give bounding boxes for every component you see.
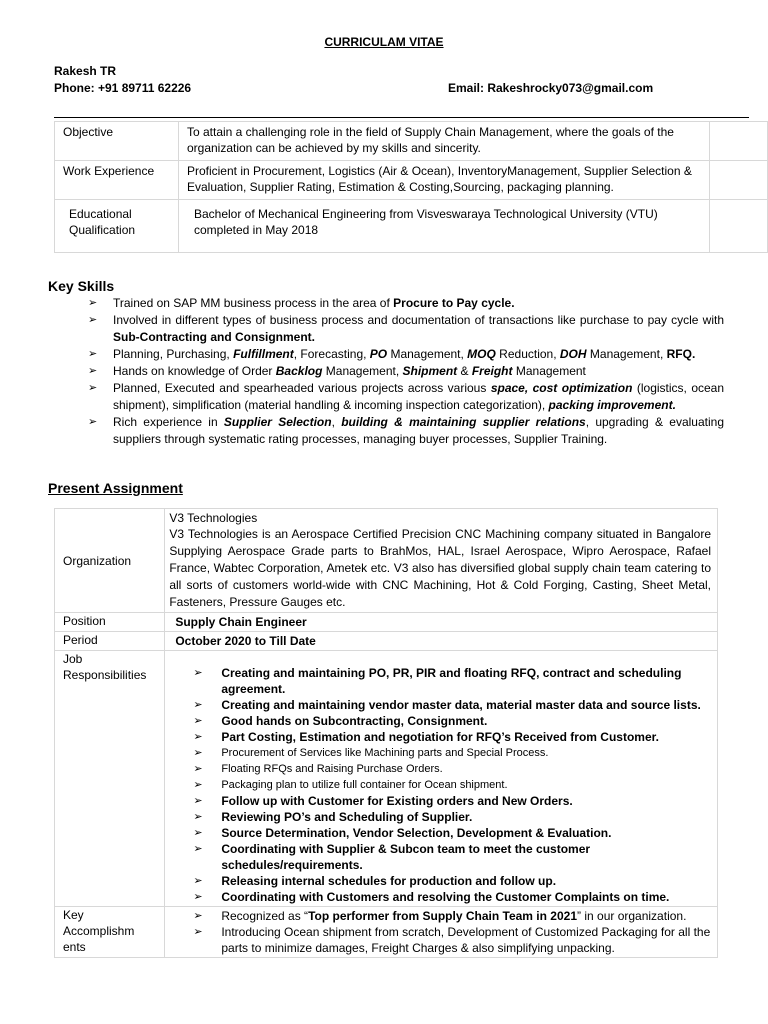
accomplishment-item <box>193 908 711 924</box>
empty-cell <box>710 122 768 161</box>
text-run: Shipment <box>402 364 458 378</box>
responsibilities-label: Job Responsibilities <box>55 651 165 907</box>
key-skills-list <box>88 295 724 448</box>
text-run: Reviewing PO’s and Scheduling of Supplier. <box>221 810 473 824</box>
responsibility-item <box>193 665 711 697</box>
work-experience-label: Work Experience <box>55 161 179 200</box>
text-run: space, cost optimization <box>490 381 633 395</box>
text-run: Top performer from Supply Chain Team in 2021 <box>308 909 578 923</box>
text-run: Planned, Executed and spearheaded various projects across various <box>113 381 491 395</box>
company-description: V3 Technologies is an Aerospace Certified Precision CNC Machining company situated in Bangalore Supplying Aerospace Grade parts to BrahMos, HAL, Israel Aerospace, Wipro Aerospace, Rafael France, Wabtec Corporation, Ametek etc. V3 also has diversified global supply chain team catering to all sorts of customers world-wide with CNC Machining, Hot & Cold Forging, Casting, Sheet Metal, Fasteners, Pressure Gauges etc. <box>169 527 711 609</box>
responsibility-item <box>193 777 711 793</box>
accomplishments-row <box>55 907 718 958</box>
responsibilities-value <box>165 651 718 907</box>
education-value: Bachelor of Mechanical Engineering from Visveswaraya Technological University (VTU) completed in May 2018 <box>178 200 709 253</box>
accomplishment-item <box>193 924 711 956</box>
responsibility-item <box>193 809 711 825</box>
text-run: Releasing internal schedules for production and follow up. <box>221 874 557 888</box>
accomplishments-list <box>193 908 711 956</box>
objective-value: To attain a challenging role in the field of Supply Chain Management, where the goals of the organization can be achieved by my skills and sincerity. <box>178 122 709 161</box>
arrow-bullet-icon: ➢ <box>193 843 203 855</box>
arrow-bullet-icon: ➢ <box>88 382 98 394</box>
text-run: , Forecasting, <box>293 347 370 361</box>
responsibility-item <box>193 793 711 809</box>
text-run: Rich experience in <box>113 415 224 429</box>
education-row <box>55 200 768 253</box>
phone-number: Phone: +91 89711 62226 <box>54 81 192 95</box>
responsibility-item <box>193 729 711 745</box>
empty-cell <box>710 200 768 253</box>
position-label: Position <box>55 613 165 632</box>
arrow-bullet-icon: ➢ <box>193 715 203 727</box>
responsibility-item <box>193 713 711 729</box>
arrow-bullet-icon: ➢ <box>193 827 203 839</box>
text-run: PO <box>369 347 388 361</box>
text-run: and floating <box>436 666 511 680</box>
text-run: Floating RFQs and Raising Purchase Orders. <box>221 763 443 775</box>
arrow-bullet-icon: ➢ <box>193 731 203 743</box>
text-run: Packaging plan to utilize full container for Ocean shipment. <box>221 779 508 791</box>
summary-table <box>54 121 768 253</box>
text-run: Procure to Pay cycle. <box>393 296 515 310</box>
text-run: Part Costing, Estimation and negotiation for RFQ’s Received from Customer. <box>221 730 659 744</box>
text-run: , upgrading & evaluating suppliers through systematic rating processes, managing buyer processes, Supplier Training. <box>113 415 724 446</box>
empty-cell <box>710 161 768 200</box>
responsibility-item <box>193 825 711 841</box>
text-run: Supplier Selection <box>223 415 332 429</box>
text-run: Creating and maintaining <box>221 666 369 680</box>
accomplishments-label: Key Accomplishm ents <box>55 907 165 958</box>
text-run: Good hands on Subcontracting, Consignment. <box>221 714 488 728</box>
arrow-bullet-icon: ➢ <box>193 699 203 711</box>
arrow-bullet-icon: ➢ <box>193 910 203 922</box>
arrow-bullet-icon: ➢ <box>193 926 203 938</box>
arrow-bullet-icon: ➢ <box>88 365 98 377</box>
text-run: Introducing Ocean shipment from scratch, Development of Customized Packaging for all the parts to minimize damages, Freight Charges & also simplifying unpacking. <box>221 925 711 955</box>
text-run: , contract and scheduling agreement. <box>221 666 682 696</box>
text-run: Recognized as “ <box>221 909 309 923</box>
text-run: RFQ. <box>666 347 696 361</box>
organization-label: Organization <box>55 509 165 613</box>
responsibility-item <box>193 841 711 873</box>
arrow-bullet-icon: ➢ <box>193 795 203 807</box>
company-name: V3 Technologies <box>169 511 258 525</box>
text-run: Creating and maintaining vendor master data, material master data and source lists. <box>221 698 701 712</box>
text-run: MOQ <box>467 347 496 361</box>
text-run: Management, <box>322 364 403 378</box>
education-label: Educational Qualification <box>55 200 179 253</box>
responsibility-item <box>193 873 711 889</box>
position-row <box>55 613 718 632</box>
text-run: Management, <box>387 347 468 361</box>
key-skills-heading: Key Skills <box>48 278 115 294</box>
text-run: Procurement of Services like Machining parts and Special Process. <box>221 747 549 759</box>
email-address: Email: Rakeshrocky073@gmail.com <box>448 81 654 95</box>
text-run: Management, <box>586 347 667 361</box>
arrow-bullet-icon: ➢ <box>193 811 203 823</box>
text-run: Trained on SAP MM business process in the area of <box>113 296 394 310</box>
organization-row <box>55 509 718 613</box>
skill-item <box>88 380 724 414</box>
arrow-bullet-icon: ➢ <box>193 667 203 679</box>
arrow-bullet-icon: ➢ <box>88 348 98 360</box>
organization-value <box>165 509 718 613</box>
arrow-bullet-icon: ➢ <box>88 416 98 428</box>
work-experience-row <box>55 161 768 200</box>
text-run: Hands on knowledge of Order <box>113 364 276 378</box>
work-experience-value: Proficient in Procurement, Logistics (Air & Ocean), InventoryManagement, Supplier Selection & Evaluation, Supplier Rating, Estimation & Costing,Sourcing, packaging planning. <box>178 161 709 200</box>
objective-label: Objective <box>55 122 179 161</box>
objective-row <box>55 122 768 161</box>
arrow-bullet-icon: ➢ <box>193 779 203 791</box>
header-divider <box>54 117 749 118</box>
period-value: October 2020 to Till Date <box>165 632 718 651</box>
text-run: , <box>331 415 342 429</box>
text-run: Involved in different types of business process and documentation of transactions like purchase to pay cycle with <box>113 313 724 327</box>
arrow-bullet-icon: ➢ <box>88 314 98 326</box>
skill-item <box>88 312 724 346</box>
text-run: Coordinating with Customers and resolving the Customer Complaints on time. <box>221 890 670 904</box>
period-row <box>55 632 718 651</box>
arrow-bullet-icon: ➢ <box>193 875 203 887</box>
responsibilities-row <box>55 651 718 907</box>
arrow-bullet-icon: ➢ <box>193 891 203 903</box>
text-run: Sub-Contracting and Consignment. <box>113 330 315 344</box>
responsibility-item <box>193 761 711 777</box>
skill-item <box>88 346 724 363</box>
skill-item <box>88 414 724 448</box>
responsibility-item <box>193 889 711 905</box>
responsibility-item <box>193 697 711 713</box>
accomplishments-value <box>165 907 718 958</box>
text-run: DOH <box>559 347 587 361</box>
document-title: CURRICULAM VITAE <box>324 35 444 49</box>
position-value: Supply Chain Engineer <box>165 613 718 632</box>
text-run: Backlog <box>275 364 323 378</box>
skill-item <box>88 295 724 312</box>
text-run: Follow up with Customer for Existing orders and New Orders. <box>221 794 573 808</box>
text-run: ” in our organization. <box>577 909 687 923</box>
responsibilities-list <box>193 665 711 905</box>
candidate-name: Rakesh TR <box>54 64 117 78</box>
present-assignment-heading: Present Assignment <box>48 480 183 496</box>
text-run: Fulfillment <box>233 347 294 361</box>
period-label: Period <box>55 632 165 651</box>
arrow-bullet-icon: ➢ <box>88 297 98 309</box>
arrow-bullet-icon: ➢ <box>193 747 203 759</box>
text-run: & <box>457 364 472 378</box>
skill-item <box>88 363 724 380</box>
text-run: Reduction, <box>495 347 560 361</box>
text-run: Source Determination, Vendor Selection, Development & Evaluation. <box>221 826 612 840</box>
text-run: packing improvement. <box>548 398 676 412</box>
text-run: Coordinating with Supplier & Subcon team to meet the customer schedules/requirements. <box>221 842 591 872</box>
text-run: RFQ <box>510 666 537 680</box>
text-run: Freight <box>471 364 513 378</box>
text-run: (logistics, ocean shipment), simplification (material handling & incoming inspection categorization), <box>113 381 725 412</box>
assignment-table <box>54 508 718 958</box>
text-run: building & maintaining supplier relations <box>341 415 586 429</box>
responsibility-item <box>193 745 711 761</box>
text-run: Management <box>512 364 586 378</box>
arrow-bullet-icon: ➢ <box>193 763 203 775</box>
text-run: Planning, Purchasing, <box>113 347 234 361</box>
text-run: PO, PR, PIR <box>368 666 437 680</box>
